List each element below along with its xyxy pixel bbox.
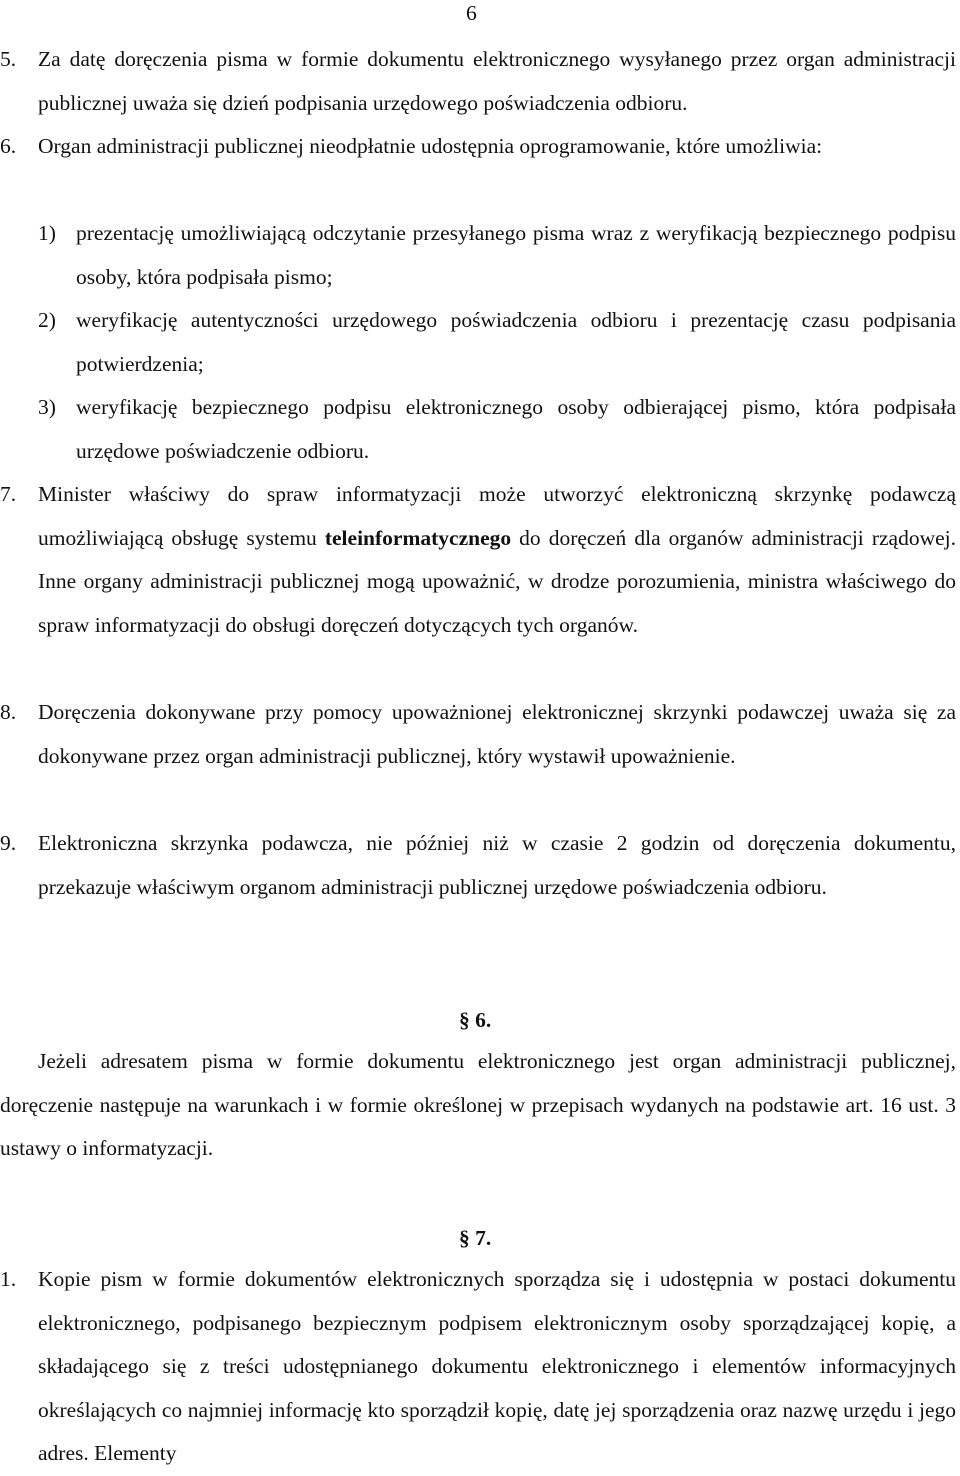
section-heading-7: § 7. xyxy=(459,1226,492,1250)
item-text: Organ administracji publicznej nieodpłatnie udostępnia oprogramowanie, które umożliwia: xyxy=(38,134,823,158)
list-item-6 xyxy=(0,125,956,169)
item-number: 8. xyxy=(0,700,17,724)
sub-item-1 xyxy=(38,212,956,299)
sub-item-2 xyxy=(38,299,956,386)
sub-item-text: weryfikację autentyczności urzędowego poświadczenia odbioru i prezentację czasu podpisania potwierdzenia; xyxy=(76,308,956,376)
list-item-8 xyxy=(0,691,956,778)
item-text-part-b: do doręczeń dla organów administracji rządowej. Inne organy administracji publicznej mogą upoważnić, w drodze porozumienia, ministra właściwego do spraw informatyzacji do obsługi doręczeń dotyczących tych organów. xyxy=(38,525,956,637)
section-7-item-1 xyxy=(0,1258,956,1476)
item-text-bold: teleinformatycznego xyxy=(324,525,512,550)
list-item-7 xyxy=(0,473,956,647)
paragraph-text: Jeżeli adresatem pisma w formie dokumentu elektronicznego jest organ administracji publicznej, doręczenie następuje na warunkach i w formie określonej w przepisach wydanych na podstawie art. 16 ust. 3 ustawy o informatyzacji. xyxy=(0,1049,956,1160)
sub-item-3 xyxy=(38,386,956,473)
list-item-9 xyxy=(0,822,956,909)
item-number: 5. xyxy=(0,47,17,71)
item-number: 7. xyxy=(0,482,17,506)
item-text: Kopie pism w formie dokumentów elektronicznych sporządza się i udostępnia w postaci dokumentu elektronicznego, podpisanego bezpiecznym podpisem elektronicznym osoby sporządzającej kopię, a składającego się z treści udostępnianego dokumentu elektronicznego i elementów informacyjnych określających co najmniej informację kto sporządził kopię, xyxy=(38,1267,956,1422)
sub-item-number: 1) xyxy=(38,221,56,245)
item-text-part-b: datę jej sporządzenia oraz nazwę urzędu i jego adres. Elementy xyxy=(38,1397,956,1465)
sub-item-text: prezentację umożliwiającą odczytanie przesyłanego pisma wraz z weryfikacją bezpiecznego podpisu osoby, która podpisała pismo; xyxy=(76,221,956,289)
section-6-paragraph xyxy=(0,1040,956,1171)
sub-item-number: 2) xyxy=(38,308,56,332)
item-text-part-a: Elektroniczna skrzynka podawcza, nie później niż w czasie 2 godzin od doręczenia dokumentu, xyxy=(38,831,956,855)
item-text: Za datę doręczenia pisma w formie dokumentu elektronicznego wysyłanego przez organ administracji publicznej uważa się dzień podpisania urzędowego poświadczenia odbioru. xyxy=(38,47,956,115)
page-number: 6 xyxy=(466,1,477,25)
item-number: 9. xyxy=(0,831,17,855)
item-number: 1. xyxy=(0,1267,17,1291)
item-text: Doręczenia dokonywane przy pomocy upoważnionej elektronicznej skrzynki podawczej uważa się za dokonywane przez organ administracji publicznej, który wystawił upoważnienie. xyxy=(38,700,956,768)
list-item-5 xyxy=(0,38,956,125)
sub-item-number: 3) xyxy=(38,395,56,419)
item-text-part-b: przekazuje właściwym organom administracji publicznej urzędowe poświadczenia odbioru. xyxy=(38,874,827,899)
item-text-part-a: Minister właściwy do spraw informatyzacji może utworzyć elektroniczną skrzynkę podawczą umożliwiającą obsługę systemu xyxy=(38,482,956,550)
section-heading-6: § 6. xyxy=(459,1008,492,1032)
sub-item-text: weryfikację bezpiecznego podpisu elektronicznego osoby odbierającej pismo, która podpisała urzędowe poświadczenie odbioru. xyxy=(76,395,956,463)
item-number: 6. xyxy=(0,134,17,158)
